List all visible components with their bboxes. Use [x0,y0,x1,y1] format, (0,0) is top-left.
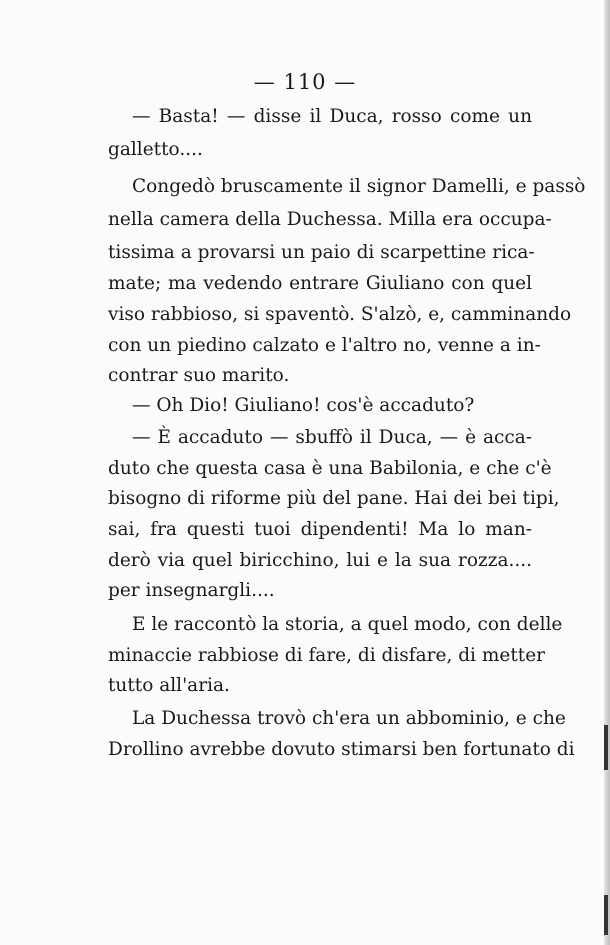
text-line: E le raccontò la storia, a quel modo, con delle [132,614,563,635]
text-line: duto che questa casa è una Babilonia, e che c'è [108,458,552,479]
text-line: — Oh Dio! Giuliano! cos'è accaduto? [132,395,475,416]
text-line: mate; ma vedendo entrare Giuliano con quel [108,273,532,294]
text-line: minaccie rabbiose di fare, di disfare, di metter [108,645,545,666]
text-line: La Duchessa trovò ch'era un abbominio, e che [132,708,566,729]
text-line: — Basta! — disse il Duca, rosso come un [132,106,532,127]
edge-mark [604,895,608,935]
text-line: Congedò bruscamente il signor Damelli, e passò [132,176,586,197]
edge-mark [604,725,608,770]
text-line: per insegnargli.... [108,580,275,601]
text-line: Drollino avrebbe dovuto stimarsi ben fortunato di [108,739,575,760]
text-line: contrar suo marito. [108,365,290,386]
text-line: — È accaduto — sbuffò il Duca, — è acca- [132,427,532,448]
text-line: sai, fra questi tuoi dipendenti! Ma lo man- [108,519,532,540]
text-line: bisogno di riforme più del pane. Hai dei bei tipi, [108,488,560,509]
text-line: nella camera della Duchessa. Milla era occupa- [108,209,552,230]
text-line: tutto all'aria. [108,675,230,696]
text-line: con un piedino calzato e l'altro no, venne a in- [108,335,541,356]
page-number: — 110 — [253,70,357,94]
text-line: viso rabbioso, si spaventò. S'alzò, e, camminando [108,304,572,325]
page-edge [604,0,610,945]
text-line: galletto.... [108,139,203,160]
text-line: derò via quel biricchino, lui e la sua rozza.... [108,550,532,571]
text-line: tissima a provarsi un paio di scarpettine rica- [108,242,535,263]
